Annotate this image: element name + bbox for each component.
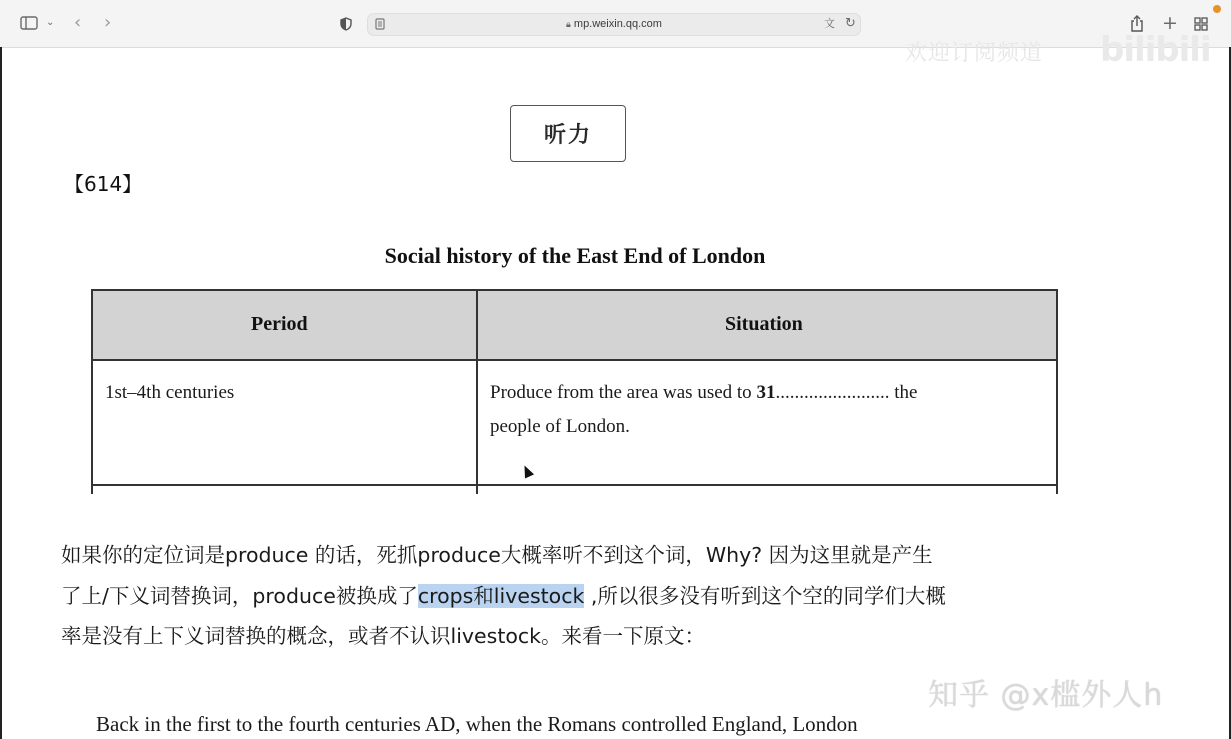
- gap-number: 31: [756, 382, 776, 403]
- explanation-paragraph: [61, 535, 1081, 657]
- table-title: Social history of the East End of London: [384, 243, 766, 268]
- line2-rest: ,所以很多没有听到这个空的同学们大概: [584, 583, 946, 608]
- zhihu-watermark: 知乎 @x槛外人h: [928, 678, 1164, 713]
- back-icon[interactable]: ‹: [74, 12, 82, 33]
- source-text: Back in the first to the fourth centuries AD, when the Romans controlled England, London: [96, 712, 858, 736]
- translate-icon[interactable]: ⽂: [824, 17, 835, 30]
- explanation-line-1: 如果你的定位词是produce 的话，死抓produce大概率听不到这个词，Why? 因为这里就是产生: [61, 543, 933, 567]
- situation-line2: people of London.: [490, 416, 630, 437]
- situation-gap: ........................ the: [775, 382, 918, 403]
- chevron-down-icon[interactable]: ⌄: [46, 17, 55, 28]
- url-text[interactable]: [368, 18, 860, 30]
- highlighted-text: crops和livestock: [417, 583, 585, 608]
- row-divider: [93, 484, 1056, 486]
- sidebar-icon[interactable]: [20, 16, 38, 33]
- notification-dot: [1213, 5, 1221, 13]
- line2-text: 了上/下义词替换词，produce被换成了: [61, 583, 418, 608]
- exam-table: [91, 289, 1058, 494]
- header-situation: Situation: [725, 313, 803, 335]
- address-bar[interactable]: [367, 13, 861, 36]
- shield-icon[interactable]: [340, 17, 352, 34]
- column-divider: [476, 291, 478, 494]
- cell-situation: [490, 376, 1050, 444]
- url-label: mp.weixin.qq.com: [573, 18, 662, 30]
- bilibili-logo: bilibili: [1100, 30, 1211, 70]
- explanation-line-2: [61, 576, 1081, 617]
- forward-icon[interactable]: ›: [104, 12, 112, 33]
- watermark-text: 欢迎订阅频道: [905, 41, 1044, 66]
- new-tab-icon[interactable]: +: [1162, 12, 1178, 34]
- browser-toolbar: [0, 0, 1231, 48]
- lock-icon: 🔒︎: [566, 19, 571, 29]
- question-number: 【614】: [64, 172, 143, 196]
- cell-period: 1st–4th centuries: [105, 382, 235, 403]
- situation-text: Produce from the area was used to: [490, 382, 757, 403]
- table-header: [93, 291, 1056, 361]
- header-period: Period: [251, 313, 308, 335]
- reload-icon[interactable]: ↻: [845, 16, 856, 31]
- listening-section-button[interactable]: 听力: [510, 105, 626, 162]
- explanation-line-3: 率是没有上下义词替换的概念，或者不认识livestock。来看一下原文：: [61, 624, 706, 648]
